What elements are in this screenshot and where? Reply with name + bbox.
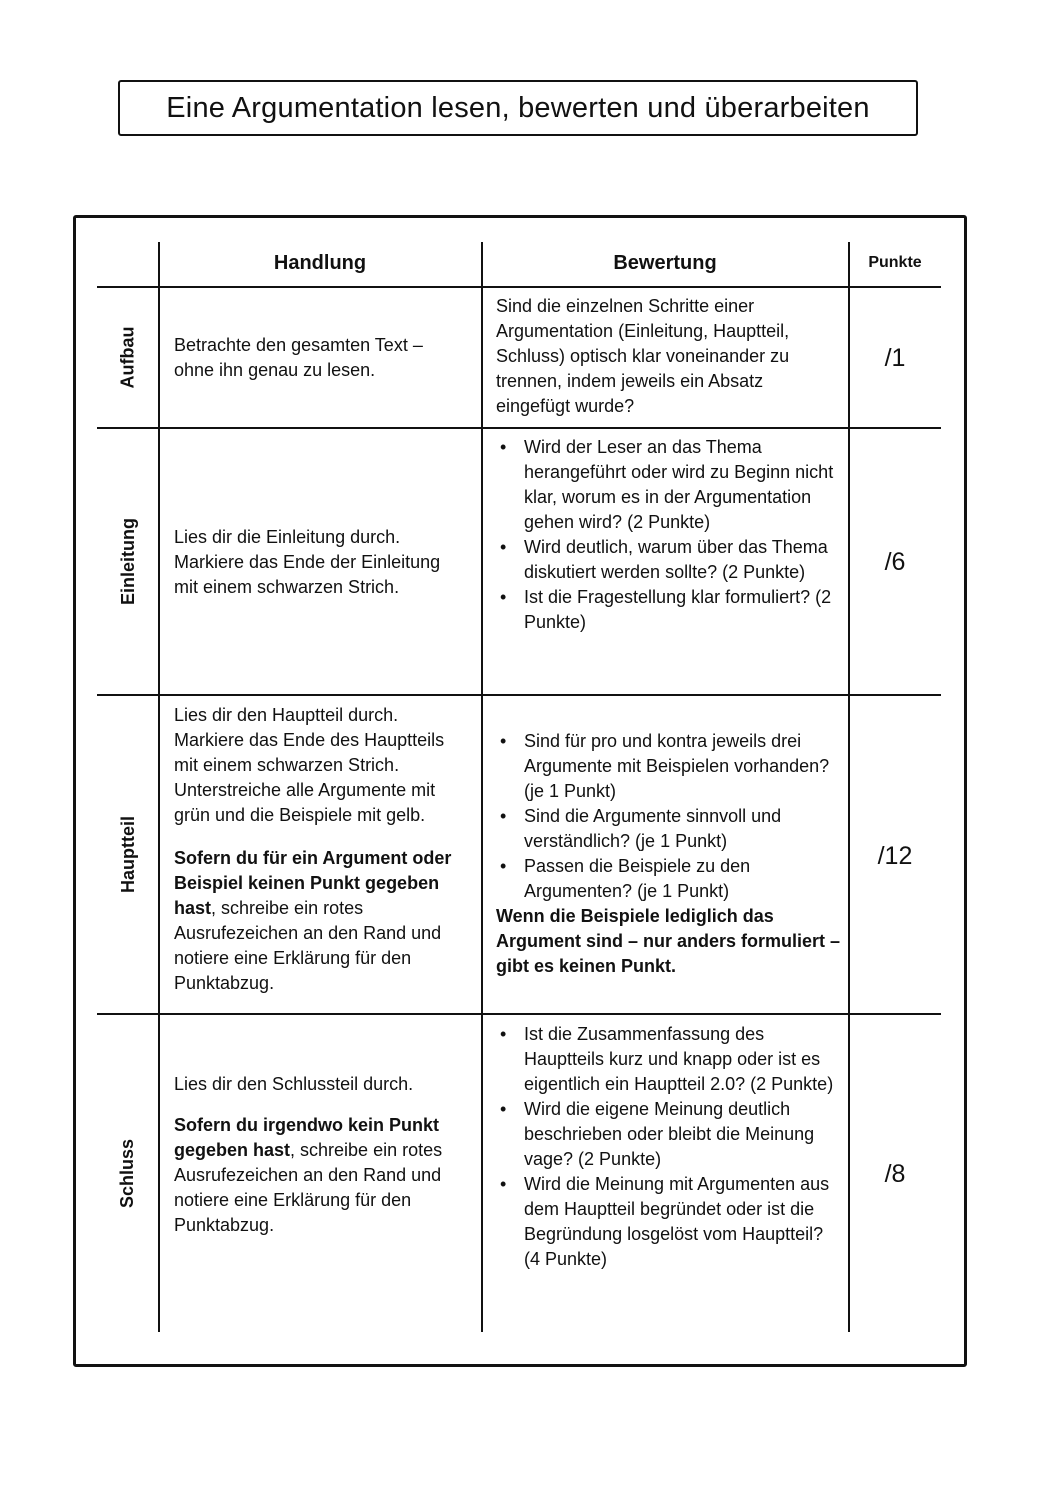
hauptteil-bewertung-note: Wenn die Beispiele lediglich das Argument sind – nur anders formuliert – gibt es keinen Punkt. bbox=[496, 906, 841, 976]
grid-line-row1 bbox=[97, 427, 941, 429]
grid-line-row3 bbox=[97, 1013, 941, 1015]
hauptteil-handlung-note: Sofern du für ein Argument oder Beispiel keinen Punkt gegeben hast, schreibe ein rotes Ausrufezeichen an den Rand und notiere eine Erklärung für den Punktabzug. bbox=[174, 848, 452, 993]
aufbau-bewertung: Sind die einzelnen Schritte einer Argumentation (Einleitung, Hauptteil, Schluss) optisch klar voneinander zu trennen, indem jeweils ein Absatz eingefügt wurde? bbox=[496, 296, 790, 416]
hauptteil-punkte: /12 bbox=[877, 842, 913, 870]
aufbau-punkte: /1 bbox=[884, 344, 906, 372]
list-item: • Sind für pro und kontra jeweils drei Argumente mit Beispielen vorhanden? (je 1 Punkt) bbox=[524, 729, 841, 804]
hauptteil-handlung bbox=[174, 703, 470, 996]
grid-line-row2 bbox=[97, 694, 941, 696]
hauptteil-handlung-text: Lies dir den Hauptteil durch. Markiere das Ende des Hauptteils mit einem schwarzen Strich. Unterstreiche alle Argumente mit grün und die Beispiele mit gelb. bbox=[174, 705, 445, 825]
list-item: • Sind die Argumente sinnvoll und verständlich? (je 1 Punkt) bbox=[524, 804, 841, 854]
schluss-handlung bbox=[174, 1072, 470, 1238]
list-item: • Wird deutlich, warum über das Thema diskutiert werden sollte? (2 Punkte) bbox=[524, 535, 841, 585]
grid-line-handlung-col bbox=[481, 242, 483, 1332]
einleitung-handlung: Lies dir die Einleitung durch. Markiere das Ende der Einleitung mit einem schwarzen Strich. bbox=[174, 527, 441, 597]
header-bewertung: Bewertung bbox=[613, 252, 717, 274]
einleitung-punkte: /6 bbox=[884, 548, 906, 576]
header-punkte: Punkte bbox=[868, 254, 922, 271]
row-label-hauptteil: Hauptteil bbox=[117, 815, 138, 894]
row-label-aufbau: Aufbau bbox=[117, 326, 138, 389]
worksheet-title: Eine Argumentation lesen, bewerten und überarbeiten bbox=[118, 80, 918, 136]
header-handlung: Handlung bbox=[273, 252, 367, 274]
list-item: • Passen die Beispiele zu den Argumenten? (je 1 Punkt) bbox=[524, 854, 841, 904]
schluss-handlung-note: Sofern du irgendwo kein Punkt gegeben hast, schreibe ein rotes Ausrufezeichen an den Rand und notiere eine Erklärung für den Punktabzug. bbox=[174, 1115, 443, 1235]
hauptteil-bewertung bbox=[496, 729, 841, 979]
list-item: • Wird die eigene Meinung deutlich beschrieben oder bleibt die Meinung vage? (2 Punkte) bbox=[524, 1097, 841, 1172]
list-item: • Ist die Zusammenfassung des Hauptteils kurz und knapp oder ist es eigentlich ein Hauptteil 2.0? (2 Punkte) bbox=[524, 1022, 841, 1097]
einleitung-bewertung bbox=[496, 435, 841, 635]
schluss-handlung-text: Lies dir den Schlussteil durch. bbox=[174, 1074, 414, 1094]
list-item: • Wird der Leser an das Thema herangeführt oder wird zu Beginn nicht klar, worum es in der Argumentation gehen wird? (2 Punkte) bbox=[524, 435, 841, 535]
list-item: • Ist die Fragestellung klar formuliert? (2 Punkte) bbox=[524, 585, 841, 635]
list-item: • Wird die Meinung mit Argumenten aus dem Hauptteil begründet oder ist die Begründung losgelöst vom Hauptteil? (4 Punkte) bbox=[524, 1172, 841, 1272]
schluss-bewertung bbox=[496, 1022, 841, 1272]
schluss-punkte: /8 bbox=[884, 1160, 906, 1188]
aufbau-handlung: Betrachte den gesamten Text – ohne ihn genau zu lesen. bbox=[174, 335, 423, 380]
grid-line-header bbox=[97, 286, 941, 288]
row-label-schluss: Schluss bbox=[117, 1138, 138, 1209]
row-label-einleitung: Einleitung bbox=[117, 518, 138, 605]
